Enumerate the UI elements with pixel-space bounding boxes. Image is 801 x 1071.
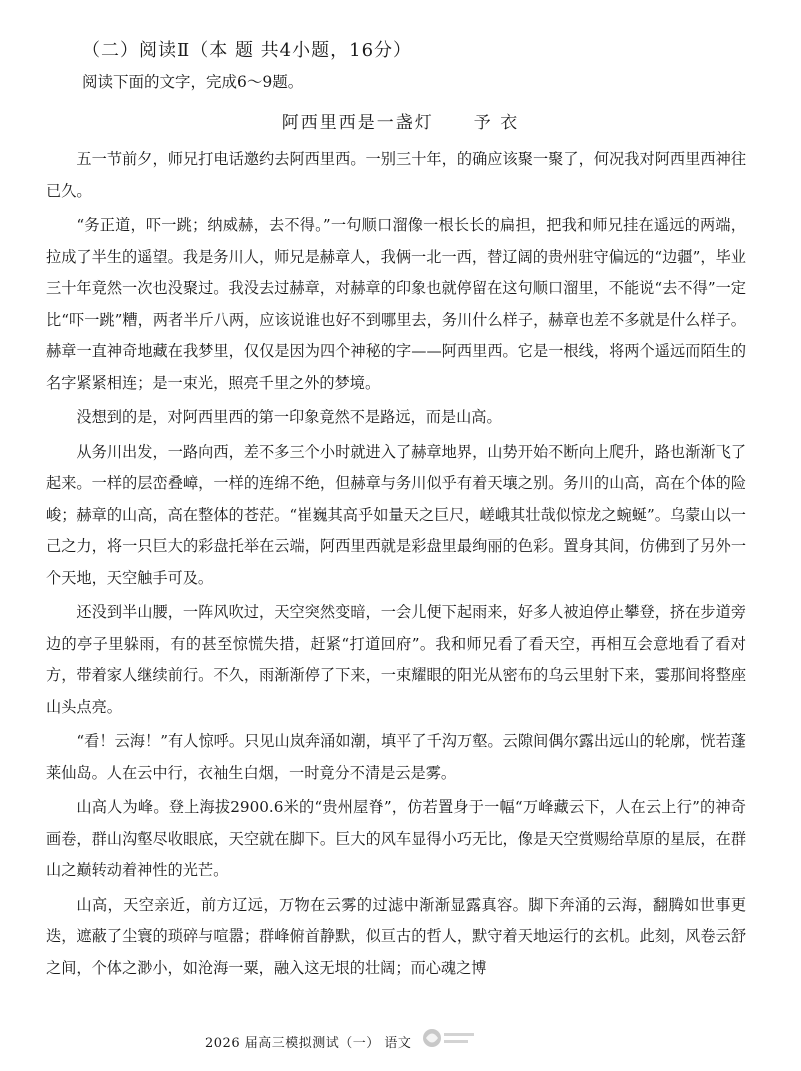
- paragraph-8: 山高，天空亲近，前方辽远，万物在云雾的过滤中渐渐显露真容。脚下奔涌的云海，翻腾如世事更迭，遮蔽了尘寰的琐碎与喧嚣；群峰俯首静默，似亘古的哲人，默守着天地运行的玄机。此刻，风卷云舒之间，个体之渺小，如沧海一粟，融入这无垠的壮阔；而心魂之博: [46, 895, 746, 977]
- article-title-line: [0, 108, 801, 133]
- paragraph-7: 山高人为峰。登上海拔2900.6米的“贵州屋脊”，仿若置身于一幅“万峰藏云下，人在云上行”的神奇画卷，群山沟壑尽收眼底，天空就在脚下。巨大的风车显得小巧无比，像是天空赏赐给草原的星辰，在群山之巅转动着神性的光芒。: [46, 798, 746, 879]
- page-footer: 2026 届高三模拟测试（一） 语文: [205, 1036, 412, 1051]
- paragraph-1: 五一节前夕，师兄打电话邀约去阿西里西。一别三十年，的确应该聚一聚了，何况我对阿西里西神往已久。: [46, 150, 746, 200]
- paragraph-5: 还没到半山腰，一阵风吹过，天空突然变暗，一会儿便下起雨来，好多人被迫停止攀登，挤在步道旁边的亭子里躲雨，有的甚至惊慌失措，赶紧“打道回府”。我和师兄看了看天空，再相互会意地看了看对方，带着家人继续前行。不久，雨渐渐停了下来，一束耀眼的阳光从密布的乌云里射下来，霎那间将整座山头点亮。: [46, 603, 746, 716]
- article-author: 予 衣: [473, 113, 520, 133]
- paragraph-6: “看！云海！”有人惊呼。只见山岚奔涌如潮，填平了千沟万壑。云隙间偶尔露出远山的轮廓，恍若蓬莱仙岛。人在云中行，衣袖生白烟，一时竟分不清是云是雾。: [46, 732, 746, 782]
- paragraph-4: 从务川出发，一路向西，差不多三个小时就进入了赫章地界，山势开始不断向上爬升，路也渐渐飞了起来。一样的层峦叠嶂，一样的连绵不绝，但赫章与务川似乎有着天壤之别。务川的山高，高在个体的险峻；赫章的山高，高在整体的苍茫。“崔巍其高乎如量天之巨尺，嵯峨其壮哉似惊龙之蜿蜒”。乌蒙山以一己之力，将一只巨大的彩盘托举在云端，阿西里西就是彩盘里最绚丽的色彩。置身其间，仿佛到了另外一个天地，天空触手可及。: [46, 442, 746, 587]
- watermark-logo-icon: [420, 1024, 480, 1052]
- article-body: [46, 144, 746, 984]
- paragraph-3: 没想到的是，对阿西里西的第一印象竟然不是路远，而是山高。: [76, 408, 502, 426]
- paragraph-2: “务正道，吓一跳；纳威赫，去不得。”一句顺口溜像一根长长的扁担，把我和师兄挂在遥远的两端，拉成了半生的遥望。我是务川人，师兄是赫章人，我俩一北一西，替辽阔的贵州驻守偏远的“边疆”，毕业三十年竟然一次也没聚过。我没去过赫章，对赫章的印象也就停留在这句顺口溜里，不能说“去不得”一定比“吓一跳”糟，两者半斤八两，应该说谁也好不到哪里去，务川什么样子，赫章也差不多就是什么样子。赫章一直神奇地藏在我梦里，仅仅是因为四个神秘的字——阿西里西。它是一根线，将两个遥远而陌生的名字紧紧相连；是一束光，照亮千里之外的梦境。: [46, 216, 746, 392]
- article-title: 阿西里西是一盏灯: [281, 113, 434, 133]
- reading-instruction: 阅读下面的文字，完成6～9题。: [82, 73, 304, 91]
- section-heading: （二）阅读Ⅱ（本 题 共4小题，16分）: [82, 40, 413, 61]
